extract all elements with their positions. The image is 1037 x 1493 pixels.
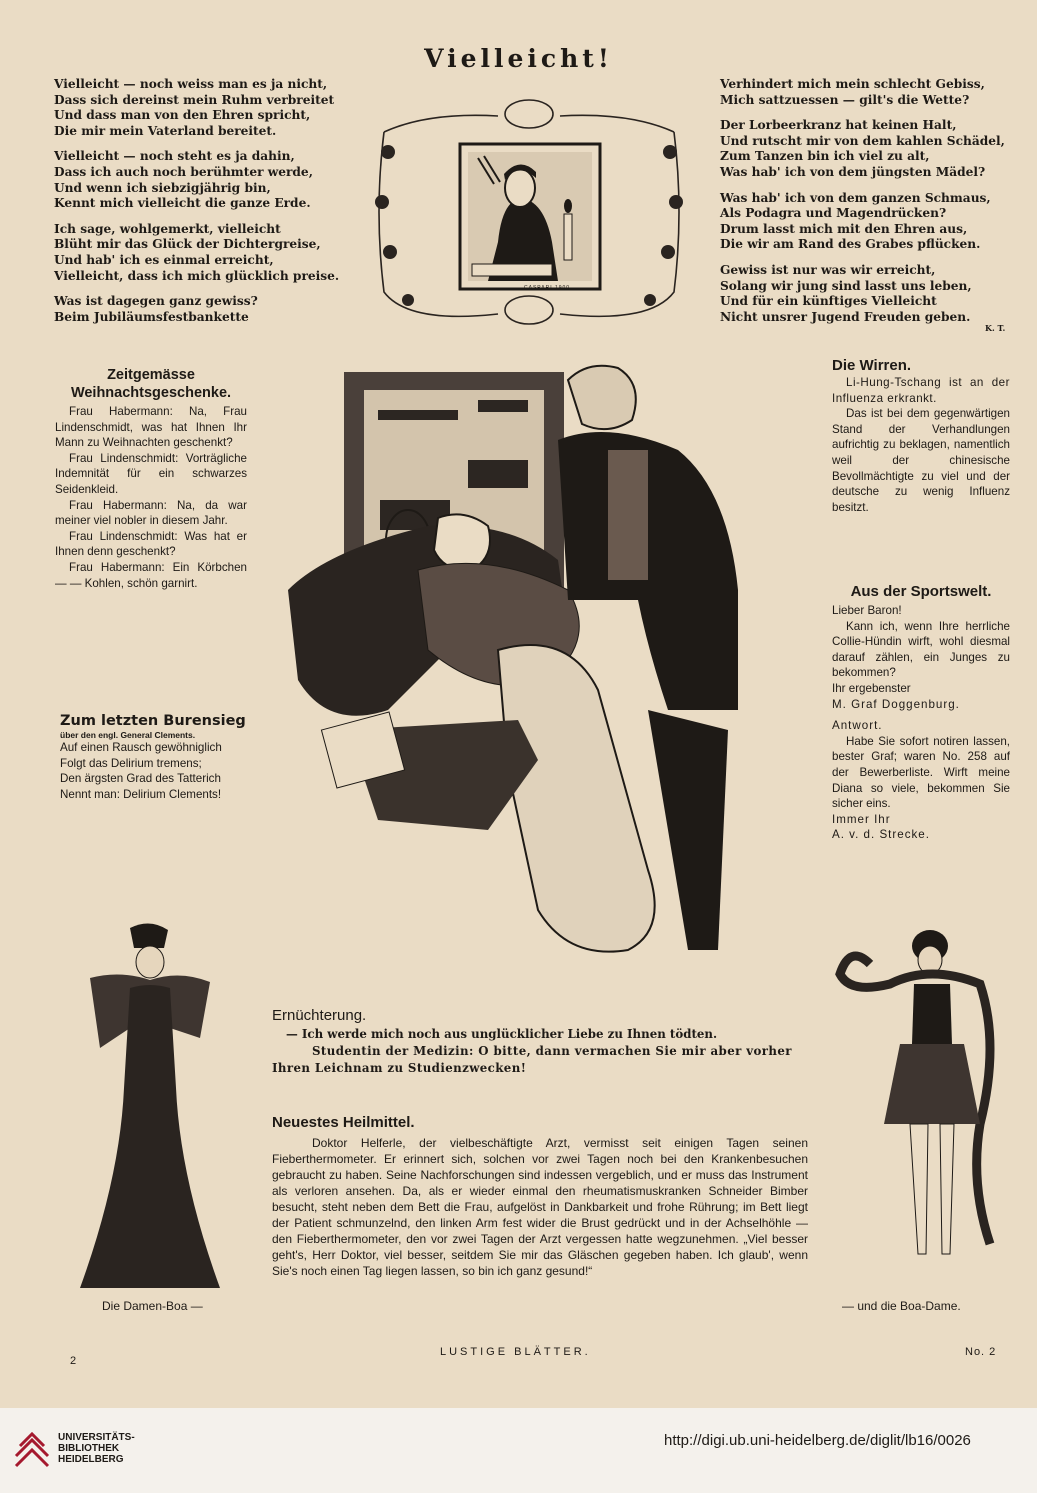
paragraph: Das ist bei dem gegenwärtigen Stand der Verhandlungen aufrichtig zu beklagen, namentlich weil der chinesische Bevollmächtigte zu viel und der deutsche zu wenig Influenz besitzt.: [832, 407, 1010, 514]
library-line-2: BIBLIOTHEK: [58, 1443, 120, 1454]
thorn-wreath-top: [505, 100, 553, 128]
answer-signer: A. v. d. Strecke.: [832, 828, 930, 842]
lady-in-gown-figure: [60, 918, 240, 1298]
source-url-link[interactable]: http://digi.ub.uni-heidelberg.de/diglit/lb16/0026: [664, 1432, 971, 1449]
library-logo-icon: [12, 1430, 52, 1470]
doctor-vest: [608, 450, 648, 580]
heilmittel-title: Neuestes Heilmittel.: [272, 1114, 415, 1131]
poem-stanza: Vielleicht — noch steht es ja dahin, Dass ich auch noch berühmter werde, Und wenn ich siebzigjährig bin, Kennt mich vielleicht die ganze Erde.: [54, 149, 313, 211]
library-bar: [0, 1408, 1037, 1493]
issue-number: No. 2: [965, 1346, 997, 1358]
answer-closing: Immer Ihr: [832, 812, 891, 826]
thorn-wreath-bottom: [505, 296, 553, 324]
dialogue-line: Frau Habermann: Na, Frau Lindenschmidt, was hat Ihnen Ihr Mann zu Weihnachten geschenkt?: [55, 405, 247, 450]
student-head: [434, 514, 490, 570]
poem-stanza: Verhindert mich mein schlecht Gebiss, Mich sattzuessen — gilt's die Wette?: [720, 77, 985, 107]
burensieg-title: Zum letzten Burensieg: [60, 713, 246, 729]
poem-line: Nennt man: Delirium Clements!: [60, 787, 222, 801]
poem-stanza: Ich sage, wohlgemerkt, vielleicht Blüht mir das Glück der Dichtergreise, Und hab' ich es einmal erreicht, Vielleicht, dass ich mich glücklich preise.: [54, 221, 340, 283]
answer-title: Antwort.: [832, 719, 883, 733]
damen-boa-illustration: [60, 918, 240, 1298]
poem-stanza: Der Lorbeerkranz hat keinen Halt, Und rutscht mir von dem kahlen Schädel, Zum Tanzen bin ich viel zu alt, Was hab' ich von dem jüngsten Mädel?: [720, 118, 1005, 179]
greeting: Lieber Baron!: [832, 604, 902, 617]
main-illustration: [268, 350, 770, 990]
burensieg-poem: [60, 712, 250, 802]
student-skirt: [498, 645, 655, 952]
dialogue-line: Studentin der Medizin: O bitte, dann vermachen Sie mir aber vorher Ihren Leichnam zu Studienzwecken!: [272, 1044, 792, 1075]
poet-vignette: [368, 92, 690, 332]
letter-signer: M. Graf Doggenburg.: [832, 697, 960, 711]
illustration-signature: CASPARI 1900: [524, 285, 571, 291]
sportswelt-title: Aus der Sportswelt.: [850, 583, 992, 600]
ernuechterung-title: Ernüchterung.: [272, 1007, 367, 1024]
poem-line: Den ärgsten Grad des Tatterich: [60, 772, 221, 786]
poem-line: Auf einen Rausch gewöhniglich: [60, 741, 222, 754]
ernuechterung-article: [272, 1006, 832, 1077]
hat: [130, 923, 168, 948]
candle-icon: [564, 214, 572, 260]
sportswelt-article: [832, 583, 1010, 843]
zeitgemaesse-article: [55, 366, 247, 591]
masthead: LUSTIGE BLÄTTER.: [440, 1346, 591, 1358]
dialogue-line: Frau Habermann: Na, da war meiner viel nobler in diesem Jahr.: [55, 498, 247, 528]
poem-stanza: Was ist dagegen ganz gewiss? Beim Jubiläumsfestbankette: [54, 294, 258, 324]
caption-right: — und die Boa-Dame.: [842, 1299, 961, 1313]
doctor-and-student-illustration: [268, 350, 770, 990]
poem-line: Folgt das Delirium tremens;: [60, 756, 202, 770]
heilmittel-article: [272, 1114, 808, 1279]
heilmittel-body: Doktor Helferle, der vielbeschäftigte Arzt, vermisst seit einigen Tagen seinen Fieberthermometer. Er erinnert sich, solchen vor zwei Tagen noch bei den Krankenbesuchen gebraucht zu haben. Seine Nachforschungen sind indessen vergeblich, und er muss das Instrument als verloren ansehen. Da, als er wieder einmal den rheumatismuskranken Schneider Bimber besucht, steht neben dem Bett die Frau, aufgelöst in Dankbarkeit und frohe Rührung; im Bett liegt der Patient schmunzelnd, den linken Arm fest wider die Brust gedrückt und in der Achselhöhle — den Fieberthermometer, den vor zwei Tagen der Arzt vergessen hatte wegzunehmen. „Viel besser geht's, Herr Doktor, viel besser, seitdem Sie mir das Gläschen gegeben haben. Ich glaub', wenn Sie's noch einen Tag liegen lassen, so bin ich ganz gesund!“: [272, 1136, 808, 1278]
library-line-1: UNIVERSITÄTS-: [58, 1432, 135, 1443]
bodice: [912, 984, 952, 1044]
paragraph: Li-Hung-Tschang ist an der Influenza erkrankt.: [832, 376, 1010, 405]
dialogue-line: Frau Lindenschmidt: Was hat er Ihnen denn geschenkt?: [55, 529, 247, 559]
page-number: 2: [70, 1355, 77, 1367]
burensieg-subtitle: über den engl. General Clements.: [60, 730, 196, 740]
legs: [910, 1124, 954, 1254]
dialogue-line: Frau Habermann: Ein Körbchen — — Kohlen, schön garnirt.: [55, 560, 247, 590]
answer-body: Habe Sie sofort notiren lassen, bester Graf; waren No. 258 auf der Bewerberliste. Wirft meine Diana so viele, bekommen Sie sicher eins.: [832, 734, 1010, 811]
wirren-article: [832, 357, 1010, 515]
poem-right: [720, 77, 1020, 325]
zeitgemaesse-title: Zeitgemässe: [107, 367, 195, 383]
top-right-vine: [560, 115, 674, 132]
boa-dame-illustration: [830, 924, 1010, 1274]
library-name: [58, 1432, 135, 1465]
poem-left: [54, 77, 364, 335]
caption-left: Die Damen-Boa —: [102, 1299, 203, 1313]
lady-with-snake-figure: [830, 924, 1010, 1274]
poem-author: K. T.: [985, 323, 1006, 333]
page-title: Vielleicht!: [424, 44, 613, 73]
letter-closing: Ihr ergebenster: [832, 681, 911, 695]
dialogue-line: Frau Lindenschmidt: Vorträgliche Indemnität für ein schwarzes Seidenkleid.: [55, 451, 247, 496]
library-line-3: HEIDELBERG: [58, 1454, 124, 1465]
poem-stanza: Was hab' ich von dem ganzen Schmaus, Als Podagra und Magendrücken? Drum lasst mich mit den Ehren aus, Die wir am Rand des Grabes pflücken.: [720, 190, 991, 252]
poem-stanza: Gewiss ist nur was wir erreicht, Solang wir jung sind lasst uns leben, Und für ein künftiges Vielleicht Nicht unsrer Jugend Freuden geben.: [720, 262, 972, 324]
wirren-title: Die Wirren.: [832, 357, 912, 374]
zeitgemaesse-title-2: Weihnachtsgeschenke.: [70, 385, 232, 401]
top-left-vine: [384, 115, 498, 132]
dialogue-line: — Ich werde mich noch aus unglücklicher Liebe zu Ihnen tödten.: [286, 1027, 718, 1041]
letter-body: Kann ich, wenn Ihre herrliche Collie-Hündin wirft, wohl diesmal darauf zählen, ein Junges zu bekommen?: [832, 619, 1010, 680]
rose-frame-illustration: [368, 92, 690, 332]
pleated-skirt: [884, 1044, 980, 1124]
lady-face: [136, 946, 164, 978]
doctor-legs: [648, 710, 728, 950]
doctor-head: [568, 366, 636, 429]
poem-stanza: Vielleicht — noch weiss man es ja nicht, Dass sich dereinst mein Ruhm verbreitet Und dass man von den Ehren spricht, Die mir mein Vaterland bereitet.: [54, 77, 335, 138]
